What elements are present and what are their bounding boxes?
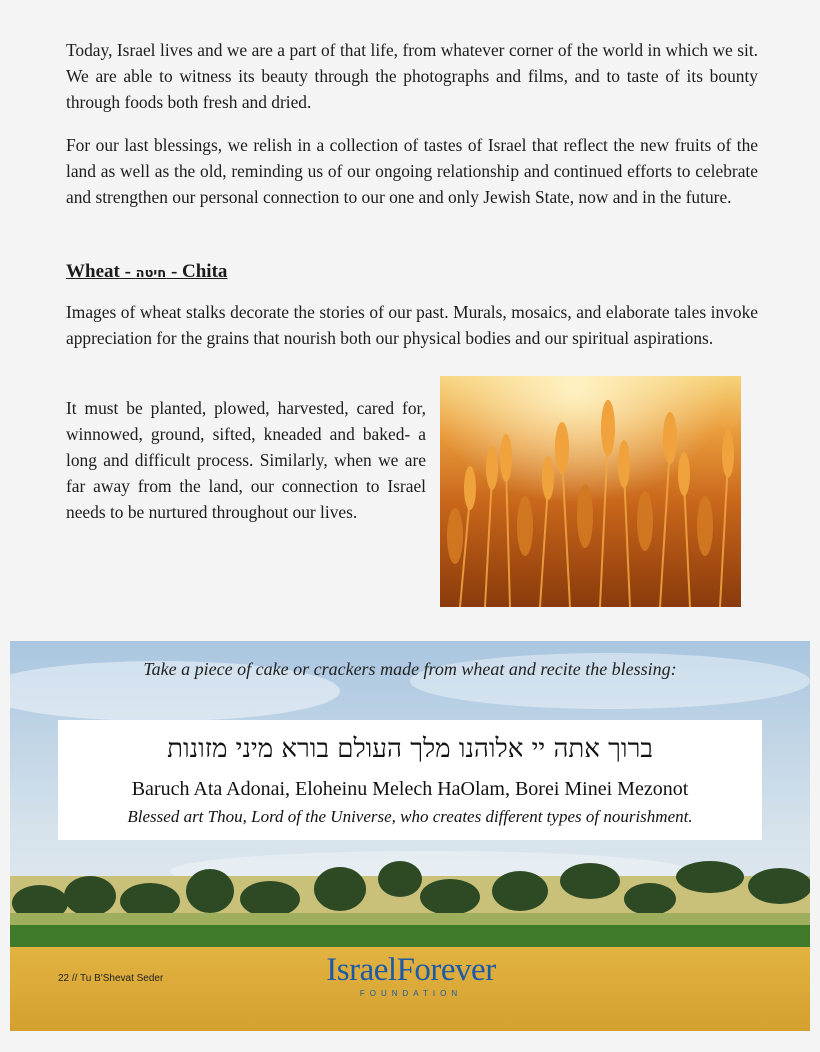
israelforever-logo: [326, 951, 496, 1009]
blessing-text-box: [58, 720, 762, 840]
fourth-paragraph: It must be planted, plowed, harvested, cared for, winnowed, ground, sifted, kneaded and baked- a long and difficult process. Similarly, when we are far away from the land, our connection to Israel needs to be nurtured throughout our lives.: [66, 398, 426, 522]
third-paragraph: Images of wheat stalks decorate the stories of our past. Murals, mosaics, and elaborate tales invoke appreciation for the grains that nourish both our physical bodies and our spiritual aspirations.: [66, 302, 758, 348]
second-paragraph: For our last blessings, we relish in a collection of tastes of Israel that reflect the new fruits of the land as well as the old, reminding us of our ongoing relationship and continued efforts to celebrate and strengthen our personal connection to our one and only Jewish State, now and in the future.: [66, 135, 758, 207]
heading-transliteration: Chita: [182, 261, 228, 282]
section-heading-wheat: [66, 259, 227, 287]
logo-subtext: FOUNDATION: [359, 989, 463, 998]
blessing-hebrew: ברוך אתה יי אלוהנו מלך העולם בורא מיני מזונות: [167, 734, 653, 764]
heading-separator: -: [119, 261, 136, 282]
heading-english: Wheat: [66, 261, 120, 282]
blessing-instruction: Take a piece of cake or crackers made from wheat and recite the blessing:: [143, 659, 677, 679]
heading-separator: -: [166, 261, 183, 282]
wheat-field-photo: [440, 376, 741, 607]
intro-paragraph: Today, Israel lives and we are a part of that life, from whatever corner of the world in which we sit. We are able to witness its beauty through the photographs and films, and to taste of its bounty through foods both fresh and dried.: [66, 40, 758, 112]
page-number-label: 22 // Tu B'Shevat Seder: [58, 973, 164, 984]
heading-hebrew: חיטה: [135, 266, 167, 281]
logo-text: IsraelForever: [326, 952, 496, 988]
blessing-translation: Blessed art Thou, Lord of the Universe, who creates different types of nourishment.: [127, 807, 693, 826]
blessing-panel: [10, 641, 810, 1031]
blessing-transliteration: Baruch Ata Adonai, Eloheinu Melech HaOlam, Borei Minei Mezonot: [131, 778, 689, 800]
